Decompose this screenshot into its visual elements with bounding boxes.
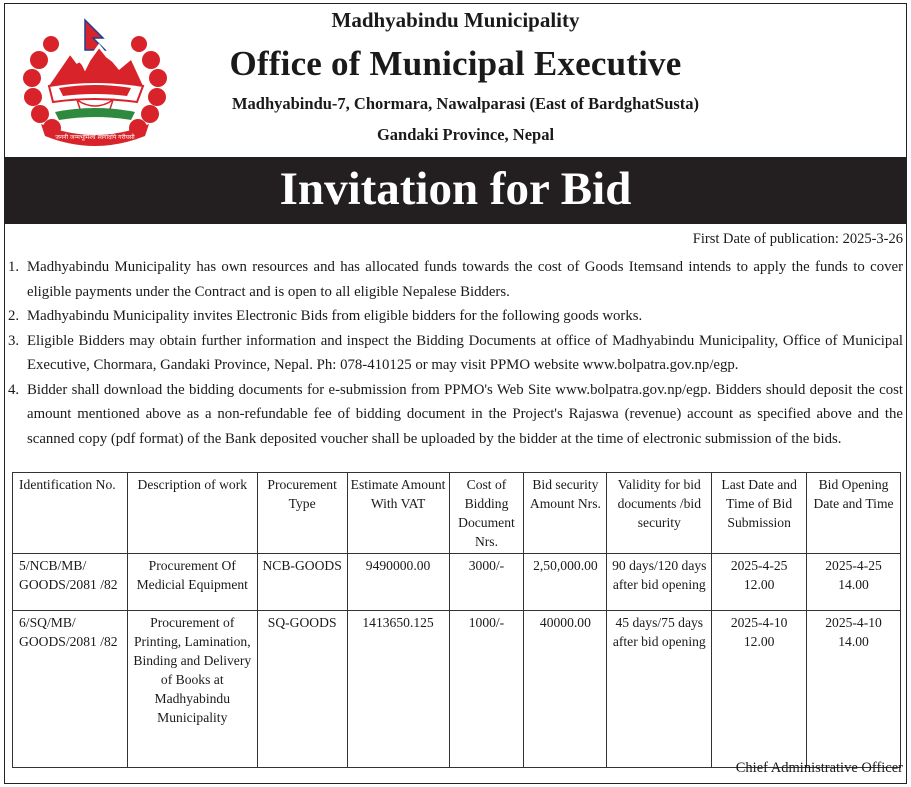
office-title: Office of Municipal Executive [229,44,682,83]
office-province: Gandaki Province, Nepal [376,125,555,144]
paragraph-number: 2. [8,308,20,324]
cell-doc-cost: 3000/- [449,554,524,611]
header-description: Description of work [127,473,257,554]
cell-type: SQ-GOODS [257,611,347,768]
cell-security: 40000.00 [524,611,607,768]
publication-date: First Date of publication: 2025-3-26 [692,231,903,247]
cell-opening: 2025-4-10 14.00 [807,611,901,768]
header-opening: Bid Opening Date and Time [807,473,901,554]
paragraph-1 [8,255,903,304]
office-address: Madhyabindu-7, Chormara, Nawalparasi (East of BardghatSusta) [231,94,700,113]
cell-type: NCB-GOODS [257,554,347,611]
emblem-motto: जननी जन्मभूमिश्च स्वर्गादपि गरीयसी [55,134,135,141]
cell-opening: 2025-4-25 14.00 [807,554,901,611]
cell-validity: 45 days/75 days after bid opening [607,611,712,768]
paragraph-text: Eligible Bidders may obtain further information and inspect the Bidding Documents at office of Madhyabindu Municipality, Office of Municipal Executive, Chormara, Gandaki Province, Nepal. Ph: 078-410125 or may visit PPMO website www.bolpatra.gov.np/egp. [27,332,903,373]
cell-submission: 2025-4-10 12.00 [712,611,807,768]
cell-doc-cost: 1000/- [449,611,524,768]
cell-description: Procurement Of Medicial Equipment [127,554,257,611]
cell-id: 5/NCB/MB/ GOODS/2081 /82 [13,554,128,611]
paragraph-number: 4. [8,381,20,398]
cell-security: 2,50,000.00 [524,554,607,611]
table-header-row [13,473,901,554]
paragraph-2 [8,304,903,329]
header-doc-cost: Cost of Bidding Document Nrs. [449,473,524,554]
cell-submission: 2025-4-25 12.00 [712,554,807,611]
table-row [13,611,901,768]
paragraph-3 [8,329,903,378]
municipality-name: Madhyabindu Municipality [331,8,580,32]
cell-estimate: 9490000.00 [347,554,449,611]
cell-estimate: 1413650.125 [347,611,449,768]
paragraph-number: 1. [8,259,20,275]
cell-description: Procurement of Printing, Lamination, Binding and Delivery of Books at Madhyabindu Municipality [127,611,257,768]
header-procurement-type: Procurement Type [257,473,347,554]
paragraph-text: Madhyabindu Municipality invites Electronic Bids from eligible bidders for the following goods works. [27,308,643,324]
paragraph-number: 3. [8,332,20,349]
header-validity: Validity for bid documents /bid security [607,473,712,554]
cell-validity: 90 days/120 days after bid opening [607,554,712,611]
notice-header [5,4,906,158]
header-identification: Identification No. [13,473,128,554]
table-row [13,554,901,611]
header-estimate: Estimate Amount With VAT [347,473,449,554]
paragraph-4 [8,378,903,452]
header-bid-security: Bid security Amount Nrs. [524,473,607,554]
paragraph-text: Madhyabindu Municipality has own resources and has allocated funds towards the cost of Goods Itemsand intends to apply the funds to cover eligible payments under the Contract and is open to all eligible Nepalese Bidders. [27,259,903,300]
notice-title-banner: Invitation for Bid [5,157,906,224]
bid-table [12,472,901,768]
header-submission: Last Date and Time of Bid Submission [712,473,807,554]
paragraph-text: Bidder shall download the bidding documents for e-submission from PPMO's Web Site www.bolpatra.gov.np/egp. Bidders should deposit the cost amount mentioned above as a non-refundable fee of bidding document in the Project's Rajaswa (revenue) account as specified above and the scanned copy (pdf format) of the Bank deposited voucher shall be uploaded by the bidder at the time of electronic submission of the bids. [27,381,903,447]
notice-paragraphs [8,255,903,451]
cell-id: 6/SQ/MB/ GOODS/2081 /82 [13,611,128,768]
signatory: Chief Administrative Officer [735,760,903,776]
